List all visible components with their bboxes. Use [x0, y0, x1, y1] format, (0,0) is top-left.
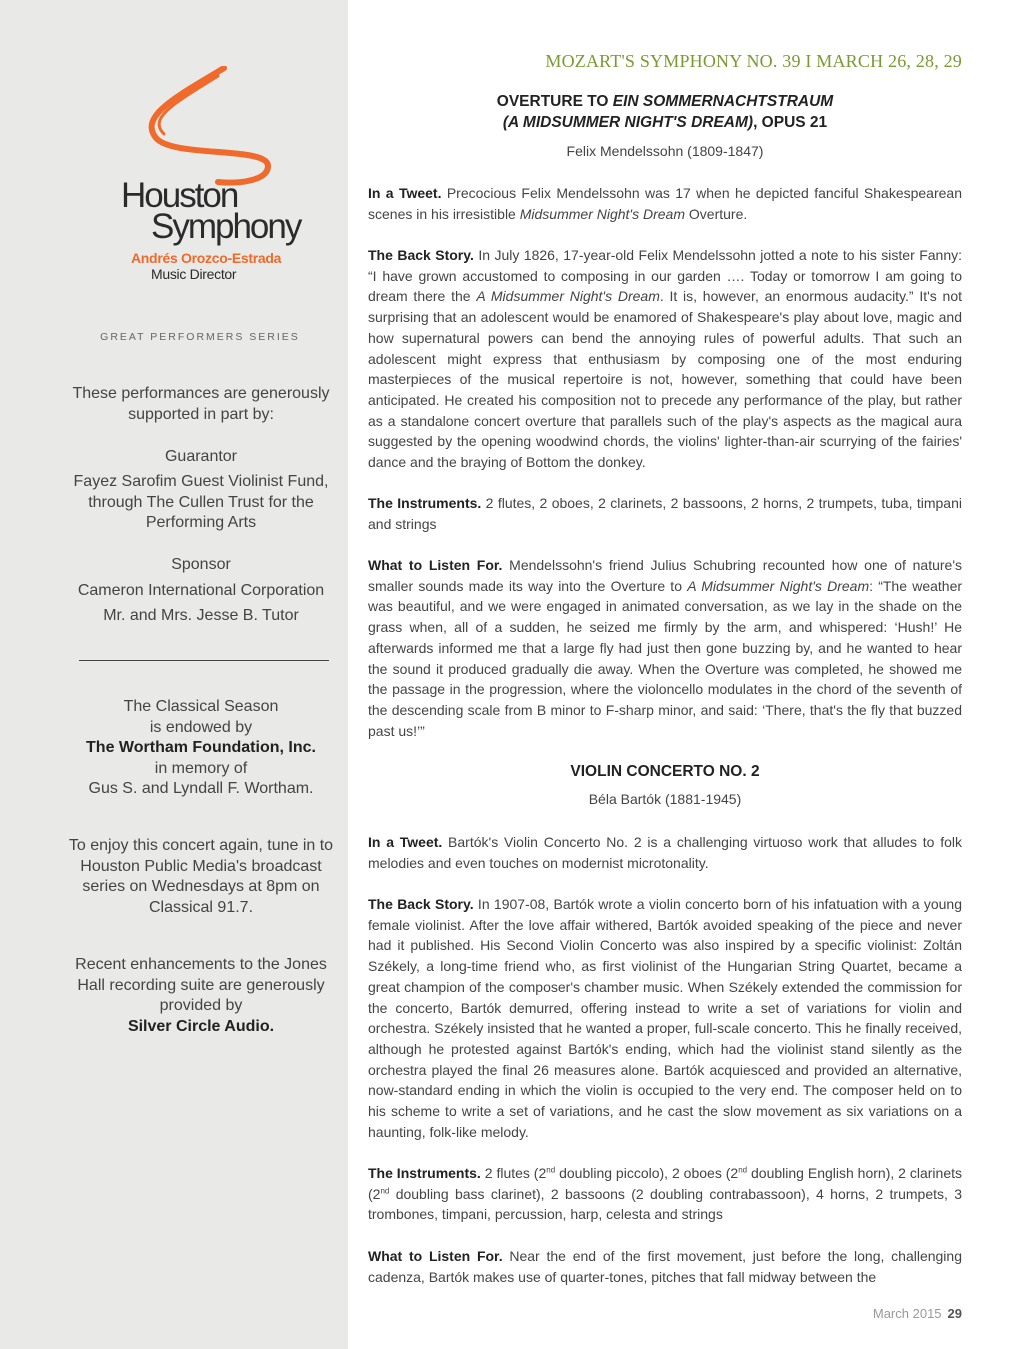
piece1-instruments: [368, 493, 962, 534]
piece1-title-c: (A MIDSUMMER NIGHT'S DREAM): [502, 114, 754, 131]
recording-block: [60, 955, 342, 1037]
piece1-instr-text: 2 flutes, 2 oboes, 2 clarinets, 2 bassoons, 2 horns, 2 trumpets, tuba, timpani and strings: [368, 495, 962, 532]
footer-date: March 2015: [872, 1306, 942, 1321]
sponsor-1: Cameron International Corporation: [77, 582, 325, 599]
logo-word-houston: Houston: [121, 176, 238, 215]
sidebar-divider: [79, 660, 329, 661]
piece1-composer: Felix Mendelssohn (1809-1847): [566, 143, 764, 159]
piece1-tweet-b: Overture.: [685, 205, 748, 222]
piece1-listen-it: A Midsummer Night's Dream: [687, 577, 870, 594]
piece1-back-b: . It is, however, an enormous audacity.” It's not surprising that an adolescent would be enamored of Shakespeare's play about love, magic and how supernatural powers can bend the annoying rules of powerful adults. That such an adolescent might express that enthusiasm by composing one of the most enduring masterpieces of the musical repertoire is not, however, something that could have been anticipated. He created his composition not to precede any performance of the play, but rather as a standalone concert overture that parallels such of the play's aspects as the magical aura suggested by the opening woodwind chords, the violins' lighter-than-air scurrying of the fairies' dance and the braying of Bottom the donkey.: [368, 288, 962, 471]
piece1-listen-b: : “The weather was beautiful, and we were engaged in animated conversation, as we lay in the shade on the grass when, all of a sudden, he seized me firmly by the arm, and whispered: ‘Hush!’ He afterwards informed me that a large fly had just then gone buzzing by, and he wanted to hear the sound it produced gradually die away. When the Overture was completed, he showed me the passage in the progression, where the violoncello modulates in the chord of the seventh of the descending scale from B minor to F-sharp minor, and said: ‘There, that's the fly that buzzed past us!’”: [368, 577, 963, 739]
piece1-tweet-label: In a Tweet.: [368, 185, 442, 201]
guarantor-text: Fayez Sarofim Guest Violinist Fund, through The Cullen Trust for the Performing Arts: [73, 473, 329, 532]
piece2-listen-label: What to Listen For.: [368, 1248, 503, 1264]
piece2-back-story: [368, 894, 962, 1142]
recording-text: Recent enhancements to the Jones Hall recording suite are generously provided by: [75, 956, 327, 1015]
piece2-instruments: [368, 1163, 962, 1225]
piece2-listen: [368, 1246, 962, 1287]
endow-line-4: in memory of: [154, 759, 248, 777]
piece2-instr-4: doubling bass clarinet), 2 bassoons (2 doubling contrabassoon), 4 horns, 2 trumpets, 3 trombones, timpani, percussion, harp, celesta and strings: [368, 1185, 962, 1223]
piece2-tweet-text: Bartók's Violin Concerto No. 2 is a challenging virtuoso work that alludes to folk melodies and even touches on modernist microtonality.: [368, 834, 962, 871]
piece2-title: VIOLIN CONCERTO NO. 2: [570, 763, 760, 780]
piece2-instr-2: doubling piccolo), 2 oboes (2: [555, 1165, 739, 1181]
support-intro: These performances are generously supported in part by:: [72, 385, 330, 423]
piece1-title-a: OVERTURE TO: [496, 93, 613, 110]
piece1-title: [368, 91, 962, 133]
piece2-instr-sup2: nd: [738, 1165, 748, 1175]
piece1-back-it: A Midsummer Night's Dream: [476, 288, 660, 305]
logo-word-symphony: Symphony: [151, 207, 301, 246]
piece1-back-story: [368, 245, 962, 473]
piece2-back-label: The Back Story.: [368, 896, 474, 912]
piece1-title-d: , OPUS 21: [753, 114, 828, 131]
piece1-listen-label: What to Listen For.: [368, 557, 503, 573]
endowment-block: [60, 697, 342, 800]
logo-conductor-name: Andrés Orozco-Estrada: [131, 250, 282, 266]
page-header: MOZART'S SYMPHONY NO. 39 I MARCH 26, 28, 29: [545, 51, 962, 71]
endow-line-1: The Classical Season: [123, 698, 279, 715]
piece1-listen: [368, 555, 962, 741]
houston-symphony-swoosh-icon: [118, 66, 288, 186]
endow-line-3: The Wortham Foundation, Inc.: [86, 739, 316, 757]
piece2-instr-label: The Instruments.: [368, 1165, 481, 1181]
piece1-title-b: EIN SOMMERNACHTSTRAUM: [612, 93, 834, 110]
piece1-tweet-a: Precocious Felix Mendelssohn was 17 when he depicted fanciful Shakespearean scenes in his irresistible: [368, 185, 962, 222]
sponsor-2: Mr. and Mrs. Jesse B. Tutor: [103, 607, 299, 624]
piece2-listen-text: Near the end of the first movement, just before the long, challenging cadenza, Bartók makes use of quarter-tones, pitches that fall midway between the: [368, 1248, 962, 1285]
piece2-composer: Béla Bartók (1881-1945): [588, 791, 742, 807]
piece2-instr-sup1: nd: [546, 1165, 556, 1175]
piece2-tweet-label: In a Tweet.: [368, 834, 443, 850]
guarantor-label: Guarantor: [164, 448, 238, 465]
series-label: GREAT PERFORMERS SERIES: [100, 331, 300, 343]
piece1-instr-label: The Instruments.: [368, 495, 482, 511]
piece2-instr-1: 2 flutes (2: [480, 1165, 547, 1181]
piece2-instr-3: doubling English horn), 2 clarinets (2: [368, 1165, 962, 1202]
page-footer: [873, 1306, 962, 1321]
recording-sponsor: Silver Circle Audio.: [127, 1017, 275, 1035]
radio-text: To enjoy this concert again, tune in to Houston Public Media's broadcast series on Wednesdays at 8pm on Classical 91.7.: [68, 837, 334, 916]
endow-line-2: is endowed by: [149, 718, 253, 736]
sidebar: [0, 0, 348, 1349]
piece2-instr-sup3: nd: [380, 1186, 390, 1196]
piece1-back-label: The Back Story.: [368, 247, 474, 263]
piece1-tweet-it: Midsummer Night's Dream: [519, 205, 685, 222]
piece2-tweet: [368, 832, 962, 873]
piece1-tweet: [368, 183, 962, 224]
sponsor-label: Sponsor: [171, 556, 231, 573]
piece1-listen-a: Mendelssohn's friend Julius Schubring recounted how one of nature's smaller sounds made its way into the Overture to: [368, 557, 962, 594]
logo-conductor-title: Music Director: [151, 266, 237, 282]
piece1-back-a: In July 1826, 17-year-old Felix Mendelssohn jotted a note to his sister Fanny: “I have grown accustomed to composing in our garden …. Today or tomorrow I am going to dream there the: [368, 247, 963, 305]
page-number: 29: [947, 1306, 962, 1321]
piece2-back-text: In 1907-08, Bartók wrote a violin concerto born of his infatuation with a young female violinist. After the love affair withered, Bartók avoided speaking of the piece and never had it published. His Second Violin Concerto was also inspired by a specific violinist: Zoltán Székely, a long-time friend who, as first violinist of the Hungarian String Quartet, became a great champion of the composer's chamber music. When Székely extended the commission for the concerto, Bartók demurred, offering instead to write a set of variations for violin and orchestra. Székely insisted that he wanted a proper, full-scale concerto. This he finally received, although he protested against Bartók's ending, which had the violinist stand silently as the orchestra played the final 26 measures alone. Bartók acquiesced and provided an alternative, now-standard ending in which the violin is occupied to the very end. The composer held on to his scheme to write a set of variations, and he cast the slow movement as six variations on a haunting, folk-like melody.: [368, 896, 962, 1140]
endow-line-5: Gus S. and Lyndall F. Wortham.: [88, 780, 314, 798]
